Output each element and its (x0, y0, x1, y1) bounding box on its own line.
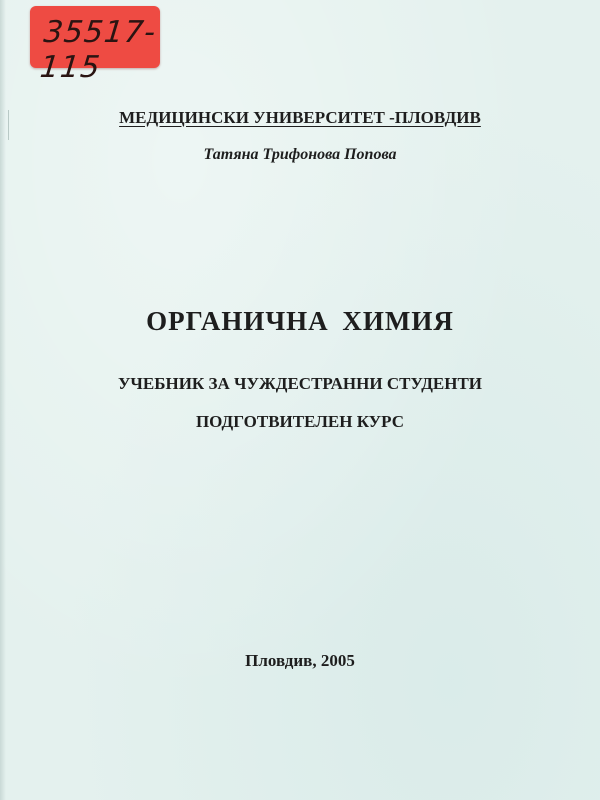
library-sticker-code: 35517-115 (38, 15, 158, 85)
imprint-place-year: Пловдив, 2005 (245, 651, 355, 670)
course-label: ПОДГОТВИТЕЛЕН КУРС (195, 412, 405, 431)
library-sticker (30, 6, 160, 85)
university-name-text: МЕДИЦИНСКИ УНИВЕРСИТЕТ -ПЛОВДИВ (119, 108, 481, 127)
author-name: Татяна Трифонова Попова (203, 146, 397, 163)
book-title: ОРГАНИЧНА ХИМИЯ (146, 306, 454, 336)
book-subtitle: УЧЕБНИК ЗА ЧУЖДЕСТРАННИ СТУДЕНТИ (117, 374, 483, 393)
university-name (0, 108, 600, 128)
